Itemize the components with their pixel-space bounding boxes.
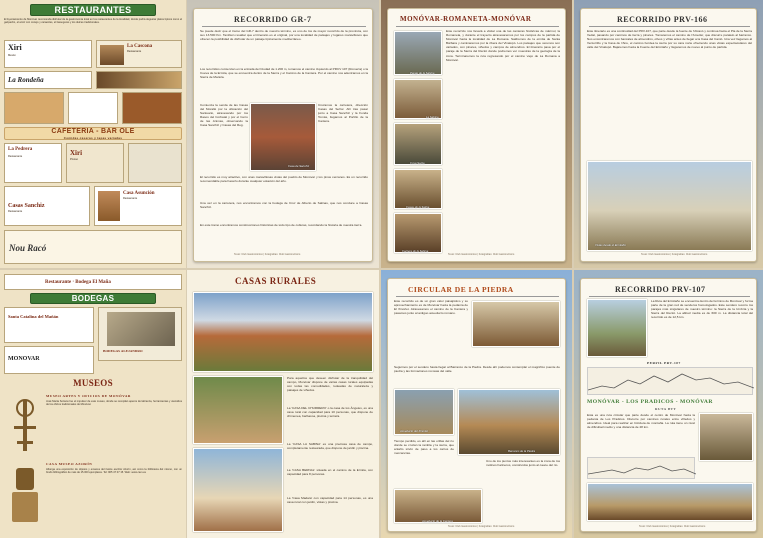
prv166-caption: Vistas desde el Ermitaño [595, 243, 626, 247]
museo-icon-2 [8, 462, 42, 528]
museo-icon-1 [8, 396, 42, 456]
casas-text5: La 'Casa Madara' con capacidad para 14 personas, es una casa rural con jardín, vistas y piscina. [287, 496, 373, 505]
circular-caption-1: Acueducto del Xinorlet [400, 429, 428, 433]
prv107-photo-bottom [587, 483, 753, 521]
gr7-footer: Texto: Club Gastronómico | Fotografías: Club Gastronómico [234, 253, 301, 256]
ad-food-2 [68, 92, 118, 124]
cafe-sub: Comidas caseras y tapas variadas [63, 136, 123, 140]
ad-la-pedrera-name: La Pedrera [8, 147, 33, 152]
ad-la-cascona-sub: Restaurante [127, 50, 142, 53]
restaurants-panel [0, 0, 186, 268]
prv107-sub-title: MONÓVAR - LOS PRADICOS - MONÓVAR [587, 399, 713, 405]
ad-monovar-bodega-name: MONOVAR [8, 356, 40, 362]
romaneta-caption-4: Casas de la Salina [406, 205, 430, 209]
gr7-text4: Cruzamos la carretera, dirección Casas del Señor. Allí tras pasar junto a Casa Sanchiz y la Fonda Tomás, llegamos al Portillo de la Cantera. [318, 103, 368, 124]
ad-xiri-pinoso[interactable] [66, 143, 124, 183]
prv107-elevation-profile [587, 367, 753, 395]
ad-el-mana-name: Restaurante · Bodega El Maña [45, 280, 111, 285]
romaneta-card [387, 8, 566, 262]
circular-photo-1 [472, 301, 560, 347]
gr7-panel [187, 0, 379, 268]
restaurants-title: RESTAURANTES [30, 4, 156, 16]
casas-photo-2 [193, 376, 283, 444]
ad-food-3 [122, 92, 182, 124]
circular-photo-3 [458, 389, 560, 455]
prv107-sub-tag: RUTA BTT [655, 407, 677, 411]
circular-title-rule [396, 296, 559, 297]
gr7-text2: Los recorridos comienzan en la entrada del Ciudad de 1.200 m, tomamos el camino izquierdo al PRCV 107 (Romería) o la Cueva de la Ermita, que se encuentra dentro de la Sierra y el Camino de la Cantera. Por el camino nos adentramos en la Sierra de Mariola. [200, 67, 368, 80]
ad-santa-catalina[interactable] [4, 307, 94, 343]
circular-photo-4 [394, 489, 482, 523]
museo1-text: José María Soriano fue el impulsor de este museo, donde se recopilan aperos de labranza, herramientas y utensilios de los oficios tradicionales de Monóvar. [46, 400, 182, 407]
ad-rondena-photo [96, 71, 182, 89]
casas-text2: La 'CASA DEL CHURRERO' o la casa de los Ángeles, es una casa rural con capacidad para 10 personas, que dispone de chimenea, barbacoa, piscina y terraza. [287, 406, 373, 419]
prv107-panel [574, 270, 763, 538]
casas-photo-main [193, 292, 373, 372]
gr7-text1: Se puede decir que el tramo del GR-7 dentro de nuestro término, es uno de los de mayor recorrido de la provincia, con sus 13.500 Km. También resaltar que el itinerario es el original, por una localidad de paisajes y lugares maravillosos que ofrecen la posibilidad de disfrutar de un paisaje típicamente mediterráneo. [200, 29, 368, 42]
ad-el-mana[interactable] [4, 274, 182, 290]
ad-xiri[interactable] [4, 40, 92, 68]
ad-la-rondena-name: La Rondeña [8, 76, 44, 84]
ad-casa-asuncion[interactable] [94, 186, 182, 226]
gr7-text6: Una vez en la carretera, nos encontramos con la bodega de Cruz de Alberto de Salinas, que nos conduce a Casas Sanchiz. [200, 201, 368, 210]
bodegas-museos-panel [0, 270, 186, 538]
circular-panel [381, 270, 572, 538]
prv166-footer: Texto: Club Gastronómico | Fotografías: Club Gastronómico [641, 253, 708, 256]
casas-panel [187, 270, 379, 538]
romaneta-caption-3: Cova Santa [410, 161, 425, 165]
circular-text3: Tiempo perdido, es allí en las orillas del río donde se cruzan la rambla y la sierra, que antaño sirvió de paso a los carros de mercancías. [394, 439, 454, 456]
ad-map [128, 143, 182, 183]
prv107-text: La Ruta del Ermitaño se encuentra dentro del término de Monóvar y forma parte de la gran red de senderos homologados. Este sendero recorre los parajes más singulares de nuestro término: la Sierra de la Umbría y la Sierra del Reclot. La altitud media es de 600 m. La distancia total del recorrido es de 12,5 km. [651, 299, 753, 320]
prv166-title: RECORRIDO PRV-166 [617, 15, 708, 24]
romaneta-caption-5: Cantera de la Sabina [402, 249, 429, 253]
ad-casas-sanchiz-name: Casas Sanchiz [8, 203, 45, 209]
ad-la-cascona[interactable] [96, 40, 182, 68]
romaneta-text: Este recorrido nos llevará a visitar una de las canteras históricas de mármol, la Romaneta, y durante el trayecto atravesaremos por los campos de la partida de Monóvar hacia la localidad de La Romana. Saldremos de la ermita de Santa Bárbara y caminaremos por la ribera del Vinalopó. Los paisajes que veremos son variados, con pinares, viñedos y campos de almendros. El itinerario pasa por el paraje de la Sierra del Reclot donde podremos ver muestras de la geología de la zona. Terminaremos la ruta regresando por el camino viejo de La Romana a Monóvar. [446, 29, 560, 62]
romaneta-photo-2 [394, 79, 442, 119]
ad-xiri-sub: Mesón [8, 54, 16, 57]
ad-la-pedrera-sub: Restaurante [8, 155, 23, 158]
ad-santa-catalina-name: Santa Catalina del Mañán [8, 314, 59, 319]
ad-bodegas-alejandro-name: BODEGAS ALEJANDRO [103, 349, 143, 353]
prv166-panel [574, 0, 763, 268]
prv166-text: Este itinerario es una continuidad del PRV-107, que parte desde la fuente de l'Alcavó y continua hacia el Pla de la Sierra Vedat, pasando por caminos de tierra y pinares. Tomaremos el camino de l'Ametler, que discurre paralelo al barranco. Nos encontraremos con bancales de almendros, olivos y viñas antes de llegar a la Casa del Cantó. Una vez llegamos al Ventorrillo y la Casa de l'Aire, el camino bordea la sierra por su cara norte ofreciendo unas vistas espectaculares del valle del Vinalopó. Bajaremos hacia la Fuente del Ermitaño y llegaremos de nuevo al punto de partida. [587, 29, 752, 50]
romaneta-title-rule [396, 26, 559, 27]
romaneta-footer: Texto: Club Gastronómico | Fotografías: Club Gastronómico [448, 253, 515, 256]
prv107-btt-profile [587, 457, 695, 479]
prv107-card [580, 278, 757, 532]
ad-la-pedrera[interactable] [4, 143, 62, 183]
casas-title: CASAS RURALES [235, 276, 317, 286]
ad-casa-asuncion-name: Casa Asunción [123, 191, 155, 196]
prv166-photo [587, 161, 752, 251]
circular-caption-2: Barranco de la Piedra [508, 449, 536, 453]
casas-text4: La 'CASA BERNAL' situada en el camino de la Ermita, con capacidad para 8 personas. [287, 468, 373, 477]
romaneta-title: MONÓVAR-ROMANETA-MONÓVAR [400, 15, 532, 23]
circular-card [387, 278, 566, 532]
gr7-text7: En este tramo encontramos construcciones históricas de todo tipo de culturas, recordando la historia de nuestra tierra. [200, 223, 363, 227]
ad-food-2-text [69, 93, 117, 102]
ad-xiri-pinoso-name: Xiri [70, 149, 83, 157]
circular-caption-3: Acueducto de la Cantera [422, 519, 453, 523]
romaneta-photo-5 [394, 213, 442, 253]
romaneta-caption-2: La Sabina [426, 115, 439, 119]
gr7-caption: Casa de Sanchiz [288, 164, 310, 168]
circular-text1: Este recorrido es de un gran valor paisajístico y su aprovechamiento es de Monóvar hacia la pedanía de El Xinorlet. Atravesamos el camino de la Cantera y pasamos junto al antiguo acueducto romano. [394, 299, 468, 316]
gr7-text5: El recorrido es muy atractivo, con unas maravillosas vistas del pueblo de Monóvar y los pinos cercanos. Es un recorrido recomendable para hacerlo durante cualquier estación del año. [200, 175, 368, 184]
romaneta-photo-1 [394, 31, 442, 75]
prv107-photo-1 [587, 299, 647, 357]
casas-photo-3 [193, 448, 283, 532]
romaneta-photo-4 [394, 169, 442, 209]
museo2-title: CASA MUSEO AZORÍN [46, 462, 93, 466]
museo1-title: MUSEO ARTES Y OFICIOS DE MONÓVAR [46, 394, 131, 398]
la-cascona-photo [100, 45, 124, 65]
circular-text4: Uno de los puntos más interesantes es la zona de los molinos harineros, construidos junto al cauce del río. [486, 459, 560, 468]
prv166-title-rule [589, 26, 750, 27]
casa-asuncion-photo [98, 191, 120, 221]
romaneta-caption-1: Paraje de la Sabina [410, 71, 435, 75]
romaneta-photo-3 [394, 123, 442, 165]
ad-casas-sanchiz-sub: Restaurante [8, 210, 23, 213]
ad-xiri-pinoso-sub: Pinoso [70, 158, 78, 161]
ad-monovar-bodega[interactable] [4, 346, 94, 374]
restaurants-intro: El Ayuntamiento de Monóvar recomienda disfrutar de la gastronomía local en los restaurantes de la localidad, donde podrá degustar platos típicos como el gazpacho, el arroz con conejo y caracoles, el fassegures y los dulces tradicionales. [4, 18, 182, 25]
ad-nou-raco[interactable] [4, 230, 182, 264]
prv107-profile-label: PERFIL PRV-107 [647, 361, 681, 365]
circular-text2: Seguimos por el sendero hasta llegar al Barranco de la Piedra. Desde ahí podemos contemplar el magnífico puente de piedra y las formaciones rocosas del valle. [394, 365, 560, 374]
museos-title: MUSEOS [73, 378, 113, 388]
prv107-title: RECORRIDO PRV-107 [615, 285, 706, 294]
gr7-title: RECORRIDO GR-7 [234, 15, 312, 24]
ad-la-rondena[interactable] [4, 71, 92, 89]
romaneta-panel [381, 0, 572, 268]
ad-casa-asuncion-sub: Restaurante [123, 197, 138, 200]
ad-nou-raco-name: Nou Racó [9, 243, 47, 253]
alejandro-photo [107, 312, 175, 346]
ad-la-cascona-name: La Cascona [127, 44, 153, 49]
cafe-title: CAFETERIA - BAR OLE [51, 128, 135, 135]
circular-title: CIRCULAR DE LA PIEDRA [408, 285, 514, 294]
cafe-banner[interactable] [4, 127, 182, 140]
casas-text1: Para aquellos que deseen disfrutar de la tranquilidad del campo, Monóvar dispone de varias casas rurales equipadas con todas las comodidades, rodeadas de naturaleza y paisajes de viñedos. [287, 376, 373, 393]
ad-xiri-name: Xiri [8, 43, 22, 52]
prv107-bike-photo [699, 413, 753, 461]
gr7-text3: Comienza la senda de las Casas del Morallé por la ubicación del Santuario, atravesando por los Rasos del Corbatal y por el Cerro de las Animas, observando la Casa Sanchiz y Casas del Reg. [200, 103, 248, 128]
bodegas-title: BODEGAS [30, 293, 156, 304]
prv107-sub-text: Esta es una ruta circular que parte desde el centro de Monóvar hacia la pedanía de Los Pradicos. Discurre por caminos rurales entre viñedos y almendros. Ideal para realizar en bicicleta de montaña. La ruta tiene un nivel de dificultad medio y una distancia de 28 km. [587, 413, 695, 430]
gr7-title-rule [202, 26, 366, 27]
ad-bodegas-alejandro[interactable] [98, 307, 182, 361]
ad-food-1 [4, 92, 64, 124]
casas-text3: La 'CASA LA SABINA' es una preciosa casa de campo, completamente restaurada, que dispone de jardín y piscina. [287, 442, 373, 451]
prv166-card [580, 8, 757, 262]
prv107-footer: Texto: Club Gastronómico | Fotografías: Club Gastronómico [639, 525, 706, 528]
prv107-title-rule [589, 296, 750, 297]
gr7-card [193, 8, 373, 262]
ad-casas-sanchiz[interactable] [4, 186, 90, 226]
circular-footer: Texto: Club Gastronómico | Fotografías: Club Gastronómico [448, 525, 515, 528]
gr7-photo [250, 103, 316, 171]
museo2-text: Alberga una exposición de objetos y enseres del ilustre escritor Azorín, así como la biblioteca del mismo, con un fondo bibliográfico de más de 15.000 ejemplares. Tel: 965 47 07 15. Web: www.cam.es [46, 468, 182, 475]
